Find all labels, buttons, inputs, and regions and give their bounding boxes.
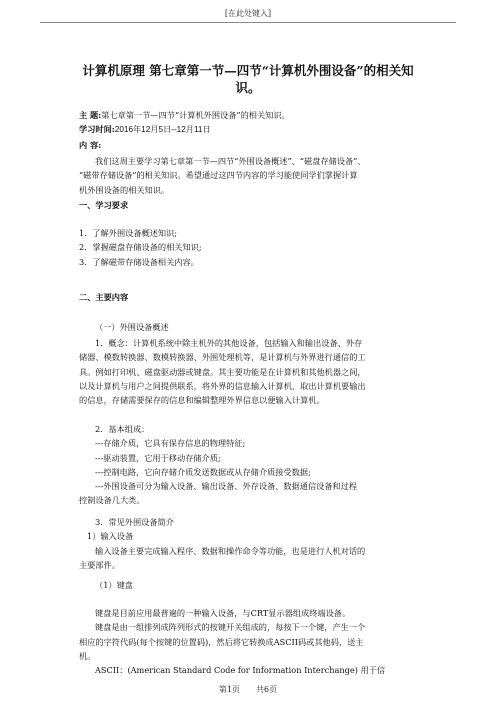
time-label: 学习时间:: [79, 124, 115, 135]
paragraph-heading: 1）输入设备: [87, 531, 134, 542]
paragraph-line: ---控制电路，它向存储介质发送数据或从存储介质接受数据;: [95, 466, 311, 477]
paragraph-heading: 3．常见外围设备简介: [95, 517, 174, 527]
paragraph-line: 主要部件。: [79, 559, 120, 570]
paragraph-line: ---驱动装置，它用于移动存储介质;: [95, 452, 221, 463]
requirements-list: [79, 226, 419, 269]
paragraph-heading: 2．基本组成：: [95, 424, 150, 434]
meta-block: [79, 108, 419, 152]
common-devices: [79, 515, 419, 572]
list-item: 1．了解外围设备概述知识;: [79, 228, 178, 238]
title-line-1: 计算机原理 第七章第一节—四节“计算机外围设备”的相关知: [82, 63, 414, 78]
theme-label: 主 题:: [79, 110, 102, 120]
title-line-2: 识。: [235, 80, 261, 95]
paragraph-line: 以及计算机与用户之间提供联系，将外界的信息输入计算机，取出计算机要输出: [79, 380, 366, 391]
concept-paragraph: [79, 336, 419, 407]
intro-line: “磁带存储设备”的相关知识。希望通过这四节内容的学习能使同学们掌握计算: [79, 170, 358, 181]
paragraph-line: 储器、模数转换器、数模转换器、外围处理机等，是计算机与外界进行通信的工: [79, 352, 366, 363]
section-main-content: [79, 290, 419, 304]
intro-line: 机外围设备的相关知识。: [79, 184, 170, 195]
document-title: [72, 62, 424, 96]
paragraph-line: 具。例如打印机、磁盘驱动器或键盘。其主要功能是在计算机和其他机器之间，: [79, 366, 366, 377]
basic-composition: [79, 422, 419, 508]
section-heading: 二、主要内容: [79, 292, 129, 302]
subsection-heading: （一）外围设备概述: [95, 322, 169, 332]
paragraph-line: 的信息，存储需要保存的信息和编辑整理外界信息以便输入计算机。: [79, 395, 325, 406]
paragraph-line: 键盘是目前应用最普遍的一种输入设备，与CRT显示器组成终端设备。: [95, 608, 351, 618]
paragraph-line: 键盘是由一组排列成阵列形式的按键开关组成的，每按下一个键，产生一个: [95, 622, 366, 633]
intro-line: 我们这周主要学习第七章第一节—四节“外围设备概述”、“磁盘存储设备”、: [95, 156, 366, 166]
header-divider: [40, 22, 456, 23]
list-item: 2．掌握磁盘存储设备的相关知识;: [79, 242, 202, 253]
paragraph-line: 控制设备几大类。: [79, 495, 145, 506]
paragraph-line: 相应的字符代码(每个按键的位置码)，然后将它转换成ASCII码或其他码，送主: [79, 636, 364, 647]
theme-value: 第七章第一节—四节“计算机外围设备”的相关知识。: [101, 110, 290, 120]
list-item: 3．了解磁带存储设备相关内容。: [79, 256, 199, 267]
paragraph-line: 机。: [79, 650, 96, 661]
section-requirements: [79, 198, 419, 212]
paragraph-heading: （1）键盘: [95, 580, 133, 590]
page-header: [在此处键入]: [224, 9, 272, 18]
paragraph-line: ASCII：(American Standard Code for Information Interchange) 用于信: [95, 665, 386, 676]
content-label: 内 容:: [79, 139, 102, 150]
keyboard-paragraph: [79, 606, 419, 677]
paragraph-line: ---外围设备可分为输入设备、输出设备、外存设备、数据通信设备和过程: [95, 481, 358, 492]
page-number: 第1页: [218, 685, 240, 694]
intro-paragraph: [79, 154, 419, 197]
page-footer: [0, 684, 496, 695]
paragraph-line: 输入设备主要完成输入程序、数据和操作命令等功能，也是进行人机对话的: [95, 545, 366, 556]
paragraph-line: 1．概念：计算机系统中除主机外的其他设备，包括输入和输出设备、外存: [95, 338, 363, 348]
keyboard-heading-block: [79, 578, 419, 592]
subsection-overview: [79, 320, 419, 334]
time-value: 2016年12月5日--12月11日: [114, 125, 211, 135]
paragraph-line: ---存储介质，它具有保存信息的物理特征;: [95, 438, 246, 449]
page-total: 共6页: [256, 685, 278, 694]
section-heading: 一、学习要求: [79, 200, 129, 210]
